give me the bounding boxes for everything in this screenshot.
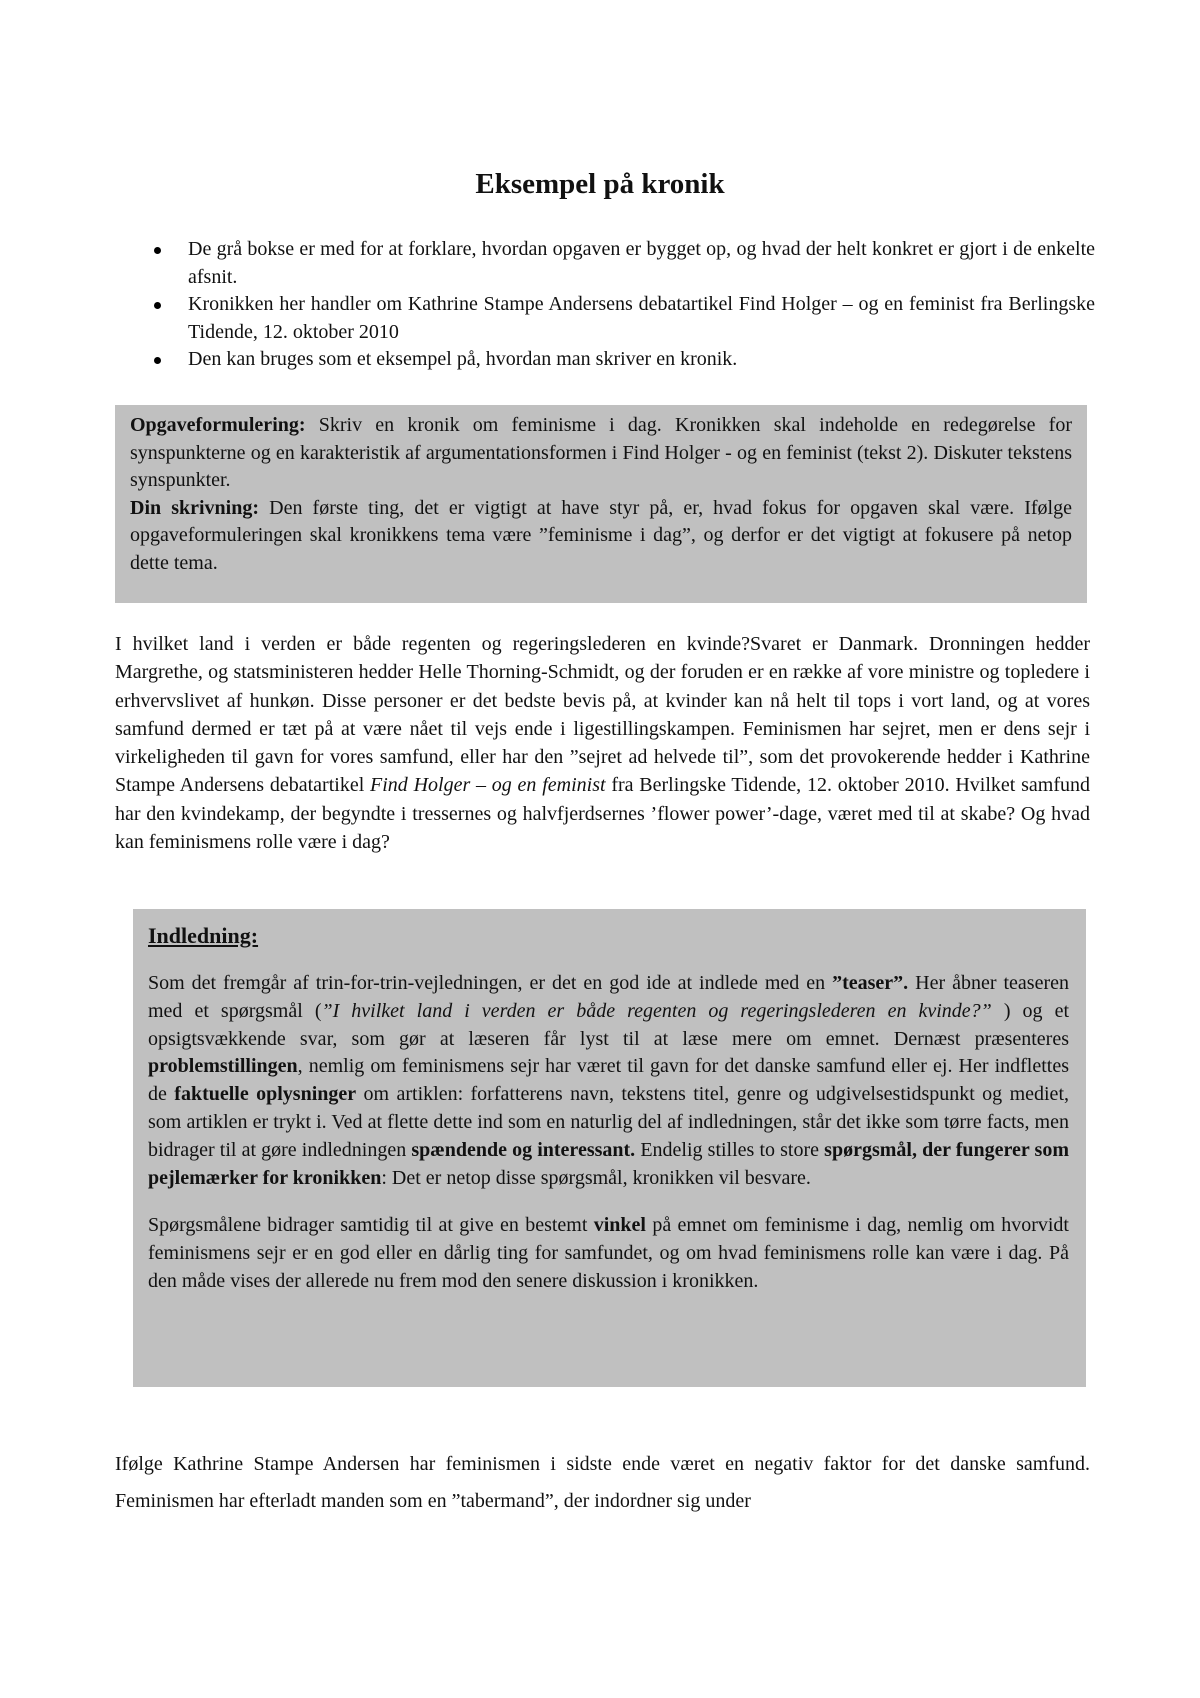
explanation-text: om artiklen: forfatterens navn, tekstens titel, genre og udgivelsestidspunkt og mediet, som artiklen er trykt i. Ved at flette dette ind som en naturlig del af indledningen, står det ikke som tørre facts, men bidrager til at gøre indledningen [148,1083,1069,1161]
introduction-explanation-box [133,909,1086,1387]
opening-text: I hvilket land i verden er både regenten og regeringslederen en kvinde?Svaret er Danmark. Dronningen hedder Margrethe, og statsministeren hedder Helle Thorning-Schmidt, og der foruden er en række af vore ministre og topledere i erhvervslivet af hunkøn. Disse personer er det bedste bevis på, at kvinder kan nå helt til tops i vort land, og at vores samfund dermed er tæt på at være nået til vejs ende i ligestillingskampen. Feminismen har sejret, men er dens sejr i virkeligheden til gavn for vores samfund, eller har den ”sejret ad helvede til”, som det provokerende hedder i Kathrine Stampe Andersens debatartikel [115,633,1090,797]
opening-paragraph [115,630,1090,856]
explanation-text: , nemlig om feminismens sejr har været til gavn for det danske samfund eller ej. Her indflettes de [148,1055,1069,1106]
page-title: Eksempel på kronik [475,168,725,200]
angle-term: vinkel [593,1214,646,1237]
angle-explanation-paragraph [148,1212,1069,1295]
explanation-text: : Det er netop disse spørgsmål, kronikken vil besvare. [381,1166,811,1189]
bullet-item [150,291,1095,346]
writing-note-paragraph [130,495,1072,578]
introduction-explanation-paragraph [148,970,1069,1192]
bullet-text: De grå bokse er med for at forklare, hvordan opgaven er bygget op, og hvad der helt konkret er gjort i de enkelte afsnit. [188,238,1095,288]
explanation-text: Spørgsmålene bidrager samtidig til at give en bestemt [148,1214,594,1237]
explanation-text: Endelig stilles to store [635,1138,825,1161]
bullet-dot-icon [154,247,161,254]
bullet-text: Den kan bruges som et eksempel på, hvordan man skriver en kronik. [188,348,738,370]
article-title: Find Holger – og en feminist [370,774,606,797]
teaser-quote: ”I hvilket land i verden er både regenten og regeringslederen en kvinde?” [321,999,992,1022]
teaser-term: ”teaser”. [832,972,909,994]
interest-term: spændende og interessant. [411,1138,636,1161]
introduction-heading: Indledning: [148,923,259,948]
bullet-dot-icon [154,357,161,364]
bullet-dot-icon [154,302,161,309]
assignment-box [115,405,1087,603]
explanation-text: ) og et opsigtsvækkende svar, som gør at læseren får lyst til at læse mere om emnet. Dernæst præsenteres [148,999,1070,1050]
problem-term: problemstillingen [148,1055,298,1078]
writing-note-label: Din skrivning: [130,496,260,519]
explanation-text: Her åbner teaseren med et spørgsmål ( [148,972,1069,1022]
bullet-item [150,346,1095,374]
assignment-text: Skriv en kronik om feminisme i dag. Kronikken skal indeholde en redegørelse for synspunkterne og en karakteristik af argumentationsformen i Find Holger - og en feminist (tekst 2). Diskuter tekstens synspunkter. [130,414,1072,491]
second-paragraph: Ifølge Kathrine Stampe Andersen har feminismen i sidste ende været en negativ faktor for det danske samfund. Feminismen har efterladt manden som en ”tabermand”, der indordner sig under [115,1453,1090,1512]
questions-term: spørgsmål, der fungerer som pejlemærker for kronikken [148,1138,1070,1189]
facts-term: faktuelle oplysninger [174,1083,357,1106]
intro-bullet-list [150,236,1095,374]
explanation-text: Som det fremgår af trin-for-trin-vejledningen, er det en god ide at indlede med en [148,972,833,994]
opening-text-end: fra Berlingske Tidende, 12. oktober 2010. Hvilket samfund har den kvindekamp, der begyndte i tressernes og halvfjerdsernes ’flower power’-dage, været med til at skabe? Og hvad kan feminismens rolle være i dag? [115,774,1090,854]
explanation-text: på emnet om feminisme i dag, nemlig om hvorvidt feminismens sejr er en god eller en dårlig ting for samfundet, og om hvad feminismens rolle kan være i dag. På den måde vises der allerede nu frem mod den senere diskussion i kronikken. [148,1214,1069,1292]
bullet-item [150,236,1095,291]
writing-note-text: Den første ting, det er vigtigt at have styr på, er, hvad fokus for opgaven skal være. Ifølge opgaveformuleringen skal kronikkens tema være ”feminisme i dag”, og derfor er det vigtigt at fokusere på netop dette tema. [130,496,1072,574]
assignment-label: Opgaveformulering: [130,414,306,436]
bullet-text: Kronikken her handler om Kathrine Stampe Andersens debatartikel Find Holger – og en feminist fra Berlingske Tidende, 12. oktober 2010 [188,293,1095,343]
assignment-paragraph [130,412,1072,495]
